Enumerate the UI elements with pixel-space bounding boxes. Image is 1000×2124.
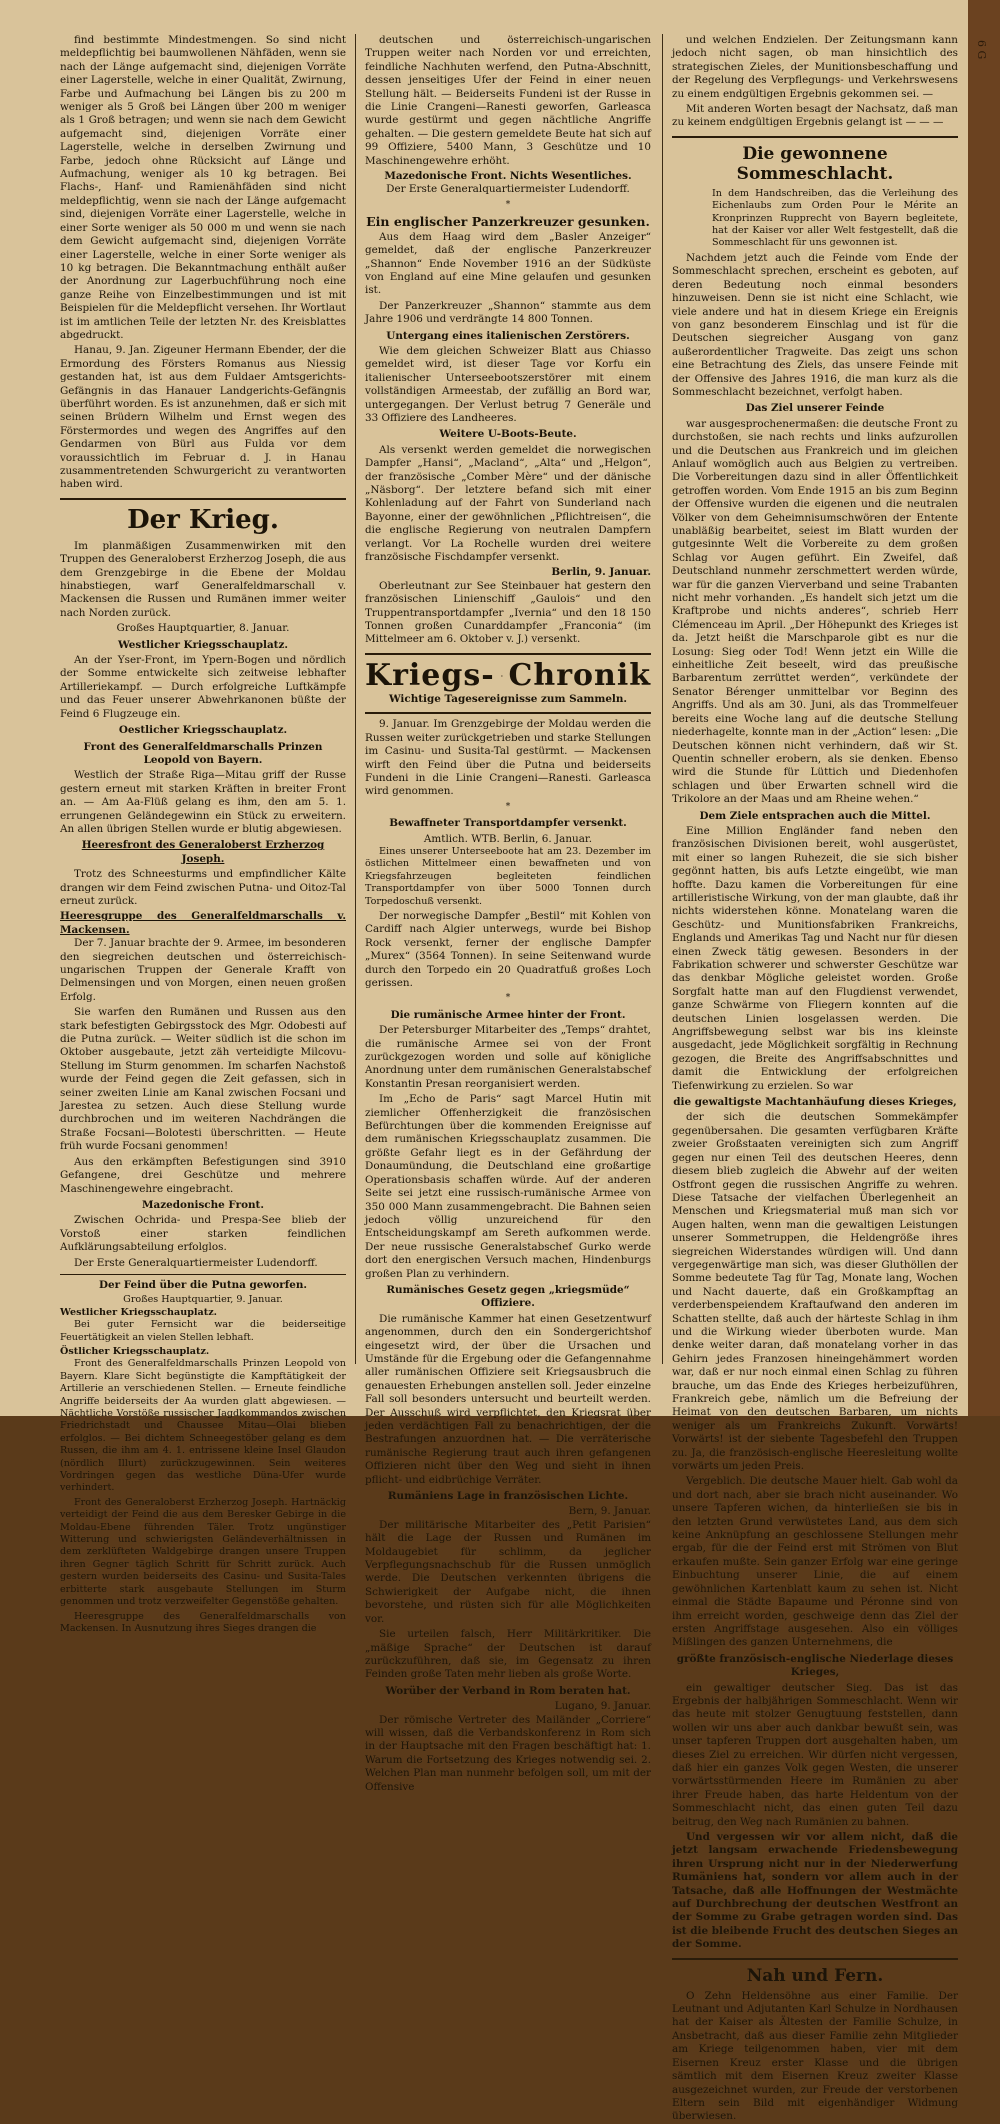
column-rule xyxy=(355,34,356,1364)
article-paragraph: und welchen Endzielen. Der Zeitungsmann kann jedoch nicht sagen, ob man hinsichtlich des strategischen Zieles, der Munitionsbeschaffung und der Regelung des Verpflegungs- und Verkehrswesens zu einem endgültigen Ergebnis gekommen sei. — xyxy=(672,34,958,100)
article-paragraph: Zwischen Ochrida- und Prespa-See blieb der Vorstoß einer starken feindlichen Aufklärungsabteilung erfolglos. xyxy=(60,1214,346,1254)
article-paragraph: war ausgesprochenermaßen: die deutsche Front zu durchstoßen, sie nach rechts und links aufzurollen und die Deutschen aus Frankreich und im gleichen Anlauf womöglich auch aus Belgien zu vertreiben. Die Vorbereitungen dazu sind in aller Öffentlichkeit getroffen worden. Vom Ende 1915 an bis zum Beginn der Offensive wurden die eigenen und die neutralen Völker von dem Geheimnisumschwören der Entente unabläßig bearbeitet, seiest im Blatt wurden der gutgesinnte Welt die Vorbereite zu dem großen Schlag vor Augen geführt. Ein Zweifel, daß Deutschland nunmehr zerschmettert werden würde, war für die ganzen Vierverband und seine Trabanten nicht mehr vorhanden. „Es handelt sich jetzt um die Kraftprobe und nichts anderes“, schrieb Herr Clémenceau im April. „Der Höhepunkt des Krieges ist da. Jetzt heißt die Marschparole gibt es nur die Losung: Sieg oder Tod! Wenn jetzt ein Wille die einheitliche Zeit beseelt, wird das preußische Barbarentum zerrüttet werden“, verkündete der Senator Bérenger unmittelbar vor Beginn des Angriffs. Und als am 30. Juni, als das Trommelfeuer bereits eine Woche lang auf die deutsche Stellung niederhagelte, konnte man in der „Action“ lesen: „Die Deutschen können nicht verhindern, daß wir St. Quentin schneller erobern, als sie denken. Ebenso wird die Stunde für Lüttich und Diedenhofen schlagen und über Erwarten schnell wird die Trikolore an der Maas und am Rheine wehen.“ xyxy=(672,417,958,806)
article-paragraph: O Zehn Heldensöhne aus einer Familie. Der Leutnant und Adjutanten Karl Schulze in Nordhausen hat der Kaiser als Ältesten der Familie Schulze, in Ansbetracht, daß aus dieser Familie zehn Mitglieder am Kriege teilgenommen haben, vier mit dem Eisernen Kreuz erster Klasse und die übrigen sämtlich mit dem Eisernen Kreuz zweiter Klasse ausgezeichnet wurden, zur Freude der verstorbenen Eltern sein Bild mit eigenhändiger Widmung überwiesen. xyxy=(672,1989,958,2123)
subheading: Rumänisches Gesetz gegen „kriegsmüde“ Offiziere. xyxy=(386,1283,630,1310)
subheading: Westlicher Kriegsschauplatz. xyxy=(117,638,289,651)
article-paragraph: Der norwegische Dampfer „Bestil“ mit Kohlen von Cardiff nach Algier unterwegs, wurde bei Bishop Rock versenkt, ferner der englische Dampfer „Murex“ (3564 Tonnen). In seine Seitenwand wurde durch den Torpedo ein 20 Quadratfuß großes Loch gerissen. xyxy=(365,909,651,989)
article-paragraph: find bestimmte Mindestmengen. So sind nicht meldepflichtig bei baumwollenen Nähfäden, wenn sie nach der Länge aufgemacht sind, diejenigen Vorräte einer Lagerstelle, welche in einer Qualität, Zwirnung, Farbe und Aufmachung bei Längen bis zu 200 m weniger als 5 Groß bei Längen über 200 m weniger als 1 Groß betragen; und wenn sie nach dem Gewicht aufgemacht sind, diejenigen Vorräte einer Lagerstelle, welche in derselben Zwirnung und Farbe, jedoch ohne Rücksicht auf Länge und Aufmachung, weniger als 10 kg betragen. Bei Flachs-, Hanf- und Ramienähfäden sind nicht meldepflichtig, wenn sie nach der Länge aufgemacht sind, diejenigen Vorräte einer Lagerstelle, welche in einer Sorte weniger als 50 000 m und wenn sie nach dem Gewicht aufgemacht sind, diejenigen Vorräte einer Lagerstelle, welche in einer Sorte weniger als 10 kg betragen. Die Bekanntmachung enthält außer der Anordnung zur Lagerbuchführung noch eine ganze Reihe von Einzelbestimmungen und ist mit Beispielen für die Meldepflicht versehen. Ihr Wortlaut ist im amtlichen Teile der letzten Nr. des Kreisblattes abgedruckt. xyxy=(60,34,346,341)
subheading: Mazedonische Front. Nichts Wesentliches. xyxy=(384,170,632,183)
article-paragraph: Mit anderen Worten besagt der Nachsatz, daß man zu keinem endgültigen Ergebnis gelangt ist — — — xyxy=(672,103,958,129)
column-right xyxy=(672,34,958,2123)
article-paragraph: Heeresgruppe des Generalfeldmarschalls von Mackensen. In Ausnutzung ihres Sieges drangen die xyxy=(60,1610,346,1634)
article-paragraph: Aus dem Haag wird dem „Basler Anzeiger“ gemeldet, daß der englische Panzerkreuzer „Shannon“ Ende November 1916 an der Südküste von England auf eine Mine gelaufen und gesunken ist. xyxy=(365,230,651,297)
signature: Der Erste Generalquartiermeister Ludendorff. xyxy=(386,183,630,196)
article-paragraph: Aus den erkämpften Befestigungen sind 3910 Gefangene, drei Geschütze und mehrere Maschinengewehre eingebracht. xyxy=(60,1155,346,1195)
divider xyxy=(60,1274,346,1275)
article-paragraph: Der Erste Generalquartiermeister Ludendorff. xyxy=(74,1256,318,1269)
article-paragraph: Wie dem gleichen Schweizer Blatt aus Chiasso gemeldet wird, ist dieser Tage vor Korfu ein italienischer Unterseebootszerstörer mit einem vollständigen Armeestab, der zufällig an Bord war, untergegangen. Der Verlust betrug 7 Generäle und 33 Offiziere des Landheeres. xyxy=(365,344,651,424)
column-middle xyxy=(365,34,651,1793)
divider xyxy=(672,1958,958,1960)
article-paragraph: der sich die deutschen Sommekämpfer gegenübersahen. Die gesamten verfügbaren Kräfte zweier Großstaaten vereinigten sich zum Angriff gegen nur einen Teil des deutschen Heeres, denn diesem blieb zugleich die Abwehr auf der weiten Ostfront gegen die russischen Angriffe zu wehren. Diese Tatsache der vielfachen Überlegenheit an Menschen und Kriegsmaterial muß man sich vor Augen halten, wenn man die gewaltigen Leistungen unserer Sommetruppen, die Heldengröße ihres siegreichen Widerstandes würdigen will. Und dann vergegenwärtige man sich, was dieser Gluthöllen der Somme bedeutete Tag für Tag, Monate lang, Wochen und Nacht dauerte, daß ein Großkampftag an verderbenspeiendem Kraftaufwand den anderen im Schatten stellte, daß auch der härteste Schlag in ihm und die Wirkung wieder überboten wurde. Man denke weiter daran, daß monatelang vorher in das Gehirn jedes Franzosen hineingehämmert worden war, daß er nur noch einmal einen Schlag zu führen brauche, um das Ende des Krieges herbeizuführen, Frankreich gebe, nämlich um die Befreiung der Heimat von den deutschen Barbaren, um nichts weniger als um Frankreichs Zukunft. Vorwärts! Vorwärts! ist der siebente Tagesbefehl den Truppen zu. Ja, die französisch-englische Heeresleitung wollte vorwärts um jeden Preis. xyxy=(672,1111,958,1473)
article-paragraph: Sie urteilen falsch, Herr Militärkritiker. Die „mäßige Sprache“ der Deutschen ist darauf zurückzuführen, daß sie, im Gegensatz zu ihren Feinden große Taten mehr lieben als große Worte. xyxy=(365,1628,651,1681)
subheading: Mazedonische Front. xyxy=(142,1198,264,1211)
subheading: die gewaltigste Machtanhäufung dieses Krieges, xyxy=(673,1096,957,1109)
dateline: Amtlich. WTB. Berlin, 6. Januar. xyxy=(423,832,593,845)
header-word: Kriegs- xyxy=(365,658,495,694)
iron-cross-icon xyxy=(501,659,503,693)
divider xyxy=(365,712,651,714)
dateline: Berlin, 9. Januar. xyxy=(551,566,651,579)
kriegs-chronik-subtitle: Wichtige Tagesereignisse zum Sammeln. xyxy=(388,692,628,705)
article-paragraph: Sie warfen den Rumänen und Russen aus den stark befestigten Gebirgsstock des Mgr. Odobesti auf die Putna zurück. — Weiter südlich ist die schon im Oktober ausgebaute, jetzt zäh verteidigte Milcovu-Stellung im Sturm genommen. Im scharfen Nachstoß wurde der Feind gegen die Zeit gefassen, sich in seiner zweiten Linie am Kanal zwischen Focsani und Jarestea zu setzen. Auch diese Stellung wurde durchbrochen und im weiteren Nachdrängen die Straße Focsani—Bolotesti überschritten. — Heute früh wurde Focsani genommen! xyxy=(60,1006,346,1153)
article-paragraph: Front des Generaloberst Erzherzog Joseph. Hartnäckig verteidigt der Feind die aus dem Beresker Gebirge in die Moldau-Ebene führenden Täler. Trotz ungünstiger Witterung und schwierigsten Geländeverhältnissen in dem zerklüfteten Waldgebirge drangen unsere Truppen ihren Gegner täglich Schritt für Schritt zurück. Auch gestern wurden beiderseits des Casinu- und Susita-Tales erbitterte stark ausgebaute Stellungen im Sturm genommen und trotz verzweifelter Gegenstöße gehalten. xyxy=(60,1496,346,1608)
dateline: Großes Hauptquartier, 8. Januar. xyxy=(116,622,290,635)
article-intro: In dem Handschreiben, das die Verleihung des Eichenlaubs zum Orden Pour le Mérite an Kronprinzen Rupprecht von Bayern begleitete, hat der Kaiser vor aller Welt festgestellt, daß die Sommeschlacht für uns gewonnen ist. xyxy=(712,187,958,249)
subheading: Front des Generalfeldmarschalls Prinzen Leopold von Bayern. xyxy=(83,740,323,766)
edge-mark: 6 G xyxy=(975,40,988,60)
article-paragraph: Hanau, 9. Jan. Zigeuner Hermann Ebender, der die Ermordung des Försters Romanus aus Niessig gestanden hat, ist aus dem Fuldaer Amtsgerichts-Gefängnis in das Hanauer Landgerichts-Gefängnis überführt worden. Es ist anzunehmen, daß er sich mit seinen Brüdern Wilhelm und Ernst wegen des Förstermordes und wegen des Angriffes auf den Gendarmen von Bürl aus Fulda vor dem voraussichtlich im Februar d. J. in Hanau zusammentretenden Schwurgericht zu verantworten haben wird. xyxy=(60,344,346,491)
article-paragraph: Der Petersburger Mitarbeiter des „Temps“ drahtet, die rumänische Armee sei von der Front zurückgezogen worden und solle auf königliche Anordnung unter dem rumänischen Generalstabschef Konstantin Presan reorganisiert werden. xyxy=(365,1024,651,1090)
book-binding-edge xyxy=(968,0,1000,1416)
article-title: Die gewonnene Sommeschlacht. xyxy=(736,143,894,184)
subheading: Weitere U-Boots-Beute. xyxy=(439,428,577,441)
article-paragraph: Eines unserer Unterseeboote hat am 23. Dezember im östlichen Mittelmeer einen bewaffneten und von Kriegsfahrzeugen begleiteten feindlichen Transportdampfer von über 5000 Tonnen durch Torpedoschuß versenkt. xyxy=(365,845,651,907)
dateline: Großes Hauptquartier, 9. Januar. xyxy=(123,1294,283,1306)
article-paragraph: Die rumänische Kammer hat einen Gesetzentwurf angenommen, durch den ein Sondergerichtshof eingesetzt wird, der über die Ursachen und Umstände für die Ergebung oder die Gefangennahme aller rumänischen Offiziere seit Kriegsausbruch die genauesten Erhebungen anstellen soll. Jeder einzelne Fall soll besonders untersucht und beurteilt werden. Der Ausschuß wird verpflichtet, den Kriegsrat über jeden verdächtigen Fall zu benachrichtigen, der die Bestrafungen anzuordnen hat. — Die verräterische rumänische Regierung traut auch ihren gefangenen Offizieren nicht über den Weg und sieht in ihnen pflicht- und eidbrüchige Verräter. xyxy=(365,1312,651,1486)
article-title: Die rumänische Armee hinter der Front. xyxy=(390,1008,626,1021)
article-paragraph: ein gewaltiger deutscher Sieg. Das ist das Ergebnis der halbjährigen Sommeschlacht. Wenn wir das heute mit stolzer Genugtuung feststellen, dann wollen wir uns aber auch dankbar bewußt sein, was unser tapferen Truppen dort ausgehalten haben, um dieses Ziel zu erreichen. Wir dürfen nicht vergessen, daß hier ein ganzes Volk gegen Westen, die unserer vorwärtsstürmenden Heere im Rumänien zu aber ihrer Freude haben, das harte Heldentum von der Sommeschlacht nicht, das einen guten Teil dazu beitrug, den Weg nach Rumänien zu bahnen. xyxy=(672,1681,958,1828)
article-paragraph: Trotz des Schneesturms und empfindlicher Kälte drangen wir dem Feind zwischen Putna- und Oitoz-Tal erneut zurück. xyxy=(60,868,346,907)
subheading: Das Ziel unserer Feinde xyxy=(745,402,885,415)
kriegs-chronik-header xyxy=(365,659,651,693)
article-title: Der Feind über die Putna geworfen. xyxy=(98,1278,308,1291)
section-title-krieg: Der Krieg. xyxy=(127,504,279,535)
subheading: Heeresfront des Generaloberst Erzherzog Joseph. xyxy=(81,839,325,865)
article-paragraph: Nachdem jetzt auch die Feinde vom Ende der Sommeschlacht sprechen, erscheint es geboten, auf deren Bedeutung noch einmal besonders hinzuweisen. Denn sie ist nicht eine Schlacht, wie viele andere und hat in diesem Kriege ein Ereignis von ganz besonderem Einschlag und ist für die Deutschen siegreicher Ausgang von ganz außerordentlicher Tragweite. Das zeigt uns schon eine Betrachtung des Ziels, das unsere Feinde mit der Offensive des Jahres 1916, die man kurz als die Sommeschlacht bezeichnet, verfolgt haben. xyxy=(672,251,958,398)
subheading: Worüber der Verband in Rom beraten hat. xyxy=(385,1684,631,1697)
article-paragraph: Front des Generalfeldmarschalls Prinzen Leopold von Bayern. Klare Sicht begünstigte die Kampftätigkeit der Artillerie an verschiedenen Stellen. — Erneute feindliche Angriffe beiderseits der Aa wurden glatt abgewiesen. — Nächtliche Vorstöße russischer Jagdkommandos zwischen Friedrichstadt und Chaussee Mitau—Olai blieben erfolglos. — Bei dichtem Schneegestöber gelang es dem Russen, die ihm am 4. 1. entrissene kleine Insel Glaudon (nördlich Illurt) zurückzugewinnen. Sein weiteres Vordringen gegen das westliche Düna-Ufer wurde verhindert. xyxy=(60,1358,346,1494)
subheading: Westlicher Kriegsschauplatz. xyxy=(60,1306,217,1318)
article-paragraph: Der Panzerkreuzer „Shannon“ stammte aus dem Jahre 1906 und verdrängte 14 800 Tonnen. xyxy=(365,299,651,326)
star-separator: * xyxy=(505,199,511,210)
star-separator: * xyxy=(505,801,511,812)
subheading: größte französisch-englische Niederlage dieses Krieges, xyxy=(676,1652,954,1679)
subheading: Dem Ziele entsprachen auch die Mittel. xyxy=(699,809,931,822)
star-separator: * xyxy=(505,993,511,1004)
section-title-nah-und-fern: Nah und Fern. xyxy=(746,1965,884,1986)
subheading: Rumäniens Lage in französischen Lichte. xyxy=(387,1490,629,1503)
article-paragraph: Als versenkt werden gemeldet die norwegischen Dampfer „Hansi“, „Macland“, „Alta“ und „Helgon“, der französische „Comber Mère“ und der dänische „Näsborg“. Der letztere befand sich mit einer Kohlenladung auf der Fahrt von Sunderland nach Bayonne, einer der gewöhnlichen „Pflichtreisen“, die die englische Regierung von neutralen Dampfern verlangt. Vor La Rochelle wurden drei weitere französische Fischdampfer versenkt. xyxy=(365,443,651,564)
article-paragraph: Im planmäßigen Zusammenwirken mit den Truppen des Generaloberst Erzherzog Joseph, die aus dem Grenzgebirge in die Ebene der Moldau hinabstiegen, warf Generalfeldmarschall v. Mackensen die Russen und Rumänen immer weiter nach Norden zurück. xyxy=(60,539,346,619)
article-paragraph: Der 7. Januar brachte der 9. Armee, im besonderen den siegreichen deutschen und österreichisch-ungarischen Truppen der Generale Krafft von Delmensingen und von Morgen, einen neuen großen Erfolg. xyxy=(60,937,346,1003)
article-paragraph: Der römische Vertreter des Mailänder „Corriere“ will wissen, daß die Verbandskonferenz in Rom sich in der Hauptsache mit den Fragen beschäftigt hat: 1. Warum die Fortsetzung des Krieges notwendig sei. 2. Welchen Plan man nunmehr befolgen soll, um mit der Offensive xyxy=(365,1713,651,1793)
article-title: Ein englischer Panzerkreuzer gesunken. xyxy=(366,214,650,230)
article-paragraph: Oberleutnant zur See Steinbauer hat gestern den französischen Linienschiff „Gaulois“ und den Truppentransportdampfer „Ivernia“ und den 18 150 Tonnen großen Cunarddampfer „Franconia“ (im Mittelmeer am 6. Oktober v. J.) versenkt. xyxy=(365,579,651,646)
article-paragraph: Der militärische Mitarbeiter des „Petit Parisien“ hält die Lage der Russen und Rumänen im Moldaugebiet für schlimm, da jeglicher Verpflegungsnachschub für die Russen unmöglich werde. Die Deutschen verkennten übrigens die Schwierigkeit der Aufgabe nicht, die ihnen bevorstehe, und rüsten sich für alle Möglichkeiten vor. xyxy=(365,1518,651,1625)
article-paragraph: 9. Januar. Im Grenzgebirge der Moldau werden die Russen weiter zurückgetrieben und starke Stellungen im Casinu- und Susita-Tal gestürmt. — Mackensen wirft den Feind über die Putna und beiderseits Fundeni in die Linie Crangeni—Ranesti. Garleasca wird genommen. xyxy=(365,718,651,798)
subheading: Untergang eines italienischen Zerstörers. xyxy=(386,329,630,342)
article-paragraph: deutschen und österreichisch-ungarischen Truppen weiter nach Norden vor und erreichten, feindliche Nachhuten werfend, den Putna-Abschnitt, dessen jenseitiges Ufer der Feind in einer neuen Stellung hält. — Beiderseits Fundeni ist der Russe in die Linie Crangeni—Ranesti geworfen, Garleasca wurde gestürmt und gegen nächtliche Angriffe gehalten. — Die gestern gemeldete Beute hat sich auf 99 Offiziere, 5400 Mann, 3 Geschütze und 10 Maschinengewehre erhöht. xyxy=(365,34,651,167)
article-title: Bewaffneter Transportdampfer versenkt. xyxy=(389,817,627,830)
dateline: Lugano, 9. Januar. xyxy=(554,1700,651,1713)
column-left xyxy=(60,34,346,1634)
article-paragraph: Im „Echo de Paris“ sagt Marcel Hutin mit ziemlicher Offenherzigkeit die französischen Befürchtungen über die kommenden Ereignisse auf dem rumänischen Kriegsschauplatz zusammen. Die größte Gefahr liegt es in der Gefährdung der Donaumündung, die Deutschland eine großartige Operationsbasis schaffen würde. Auf der anderen Seite sei jetzt eine russisch-rumänische Armee von 350 000 Mann zusammengebracht. Die Bahnen seien jedoch völlig unzureichend für den Entscheidungskampf am Sereth aufkommen werde. Der neue russische Generalstabschef Gurko werde dort den energischen Versuch machen, Hindenburgs großen Plan zu verhindern. xyxy=(365,1093,651,1280)
article-paragraph: Westlich der Straße Riga—Mitau griff der Russe gestern erneut mit starken Kräften in breiter Front an. — Am Aa-Flüß gelang es ihm, den am 5. 1. errungenen Geländegewinn ein Stück zu erweitern. An allen übrigen Stellen wurde er blutig abgewiesen. xyxy=(60,769,346,835)
article-paragraph: An der Yser-Front, im Ypern-Bogen und nördlich der Somme entwickelte sich zeitweise lebhafter Artilleriekampf. — Durch erfolgreiche Luftkämpfe und das Feuer unserer Abwehrkanonen büßte der Feind 6 Flugzeuge ein. xyxy=(60,654,346,720)
divider xyxy=(672,136,958,138)
dateline: Bern, 9. Januar. xyxy=(568,1505,651,1518)
article-paragraph: Eine Million Engländer fand neben den französischen Divisionen bereit, wohl ausgerüstet, mit einer so langen Ruhezeit, die sie sich bisher gegönnt hatten, bis aufs Letzte eingeübt, wie man hoffte. Dazu kamen die Vorbereitungen für eine artilleristische Wirkung, von der man glaubte, daß ihr nichts widerstehen könne. Monatelang waren die Geschütz- und Munitionsfabriken Frankreichs, Englands und Amerikas Tag und Nacht nur für diesen einen Zweck tätig gewesen. Besonders in der Fabrikation schwerer und schwerster Geschütze war das denkbar Mögliche geleistet worden. Große Sorgfalt hatte man auf den Flugdienst verwendet, ganze Schwärme von Fliegern konnten auf die deutschen Linien losgelassen werden. Die Angriffsbewegung selbst war bis ins kleinste ausgedacht, jede Möglichkeit sorgfältig in Rechnung gezogen, die Breite des Angriffsabschnittes und damit die Entwicklung der erfolgreichen Tiefenwirkung zu erzielen. So war xyxy=(672,824,958,1092)
article-paragraph: Vergeblich. Die deutsche Mauer hielt. Gab wohl da und dort nach, aber sie brach nicht auseinander. Wo unsere Tapferen wichen, da hinterließen sie bis in den letzten Grund verwüstetes Land, aus dem sich keine Anknüpfung an geschlossene Stellungen mehr ergab, für die der Feind erst mit Strömen von Blut erkaufen mußte. Sein ganzer Erfolg war eine geringe Einbuchtung unserer Linie, die auf einem gewöhnlichen Kartenblatt kaum zu sehen ist. Nicht einmal die Städte Bapaume und Péronne sind von ihm erreicht worden, geschweige denn das Ziel der ersten Angriffstage ausgesehen. Also ein völliges Mißlingen des ganzen Unternehmens, die xyxy=(672,1475,958,1649)
article-paragraph: Und vergessen wir vor allem nicht, daß die jetzt langsam erwachende Friedensbewegung ihren Ursprung nicht nur in der Niederwerfung Rumäniens hat, sondern vor allem auch in der Tatsache, daß alle Hoffnungen der Westmächte auf Durchbrechung der deutschen Westfront an der Somme zu Grabe getragen worden sind. Das ist die bleibende Frucht des deutschen Sieges an der Somme. xyxy=(672,1831,958,1951)
divider xyxy=(365,653,651,655)
divider xyxy=(60,498,346,500)
column-rule xyxy=(662,34,663,1364)
subheading: Oestlicher Kriegsschauplatz. xyxy=(118,724,288,737)
header-word: Chronik xyxy=(508,658,651,694)
subheading: Heeresgruppe des Generalfeldmarschalls v. Mackensen. xyxy=(60,910,346,936)
subheading: Östlicher Kriegsschauplatz. xyxy=(60,1345,210,1357)
article-paragraph: Bei guter Fernsicht war die beiderseitige Feuertätigkeit an vielen Stellen lebhaft. xyxy=(60,1319,346,1343)
